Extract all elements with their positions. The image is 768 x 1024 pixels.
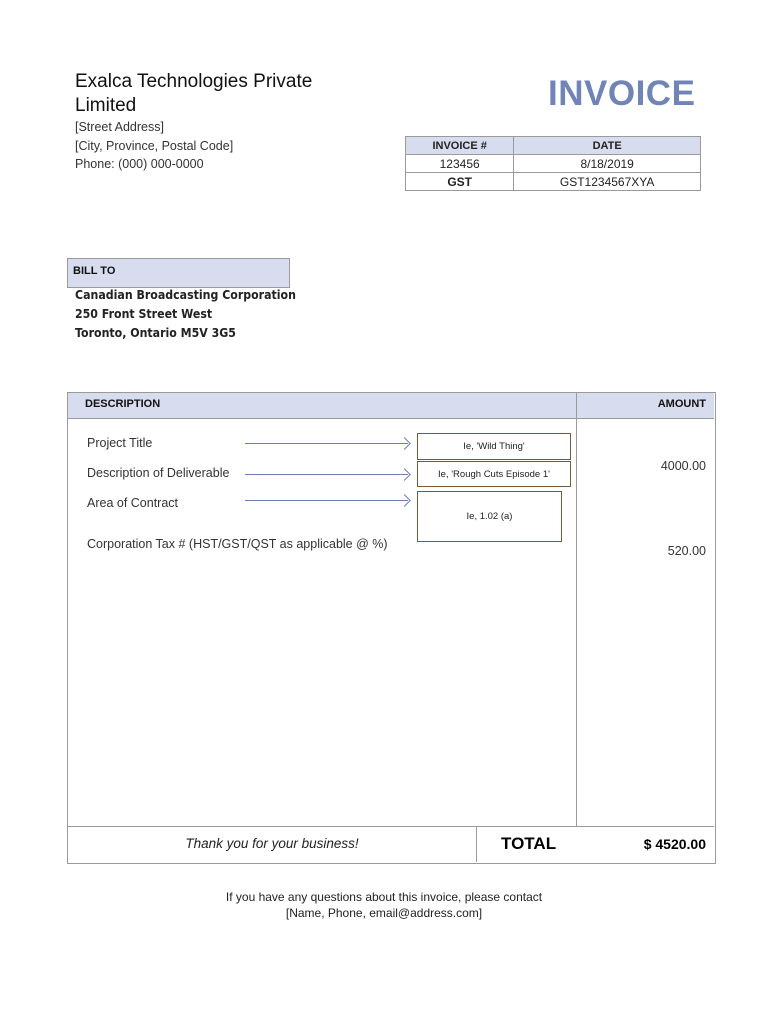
- footer-column-divider: [476, 826, 477, 862]
- arrow-icon: [245, 474, 408, 475]
- arrow-icon: [245, 443, 408, 444]
- company-name: Exalca Technologies Private Limited: [75, 71, 313, 116]
- invoice-title: INVOICE: [548, 74, 696, 113]
- invoice-date: 8/18/2019: [514, 155, 701, 173]
- amount-deliverable: 4000.00: [660, 459, 706, 473]
- invoice-number-header: INVOICE #: [406, 137, 514, 155]
- date-header: DATE: [514, 137, 701, 155]
- gst-value: GST1234567XYA: [514, 173, 701, 191]
- deliverable-callout: Ie, 'Rough Cuts Episode 1': [417, 461, 571, 487]
- amount-tax: 520.00: [667, 544, 706, 558]
- arrow-icon: [245, 500, 408, 501]
- bill-to-label: BILL TO: [73, 265, 116, 277]
- contract-label: Area of Contract: [87, 496, 179, 510]
- bill-to-street: 250 Front Street West: [75, 306, 213, 321]
- street-address: [Street Address]: [75, 120, 164, 134]
- thank-you-note: Thank you for your business!: [185, 836, 359, 851]
- bill-to-city: Toronto, Ontario M5V 3G5: [75, 325, 236, 340]
- invoice-meta-table: [405, 136, 701, 191]
- project-title-label: Project Title: [87, 436, 153, 450]
- tax-label: Corporation Tax # (HST/GST/QST as applicable @ %): [87, 537, 388, 551]
- project-title-callout: Ie, 'Wild Thing': [417, 433, 571, 460]
- description-header: DESCRIPTION: [85, 398, 161, 410]
- phone: Phone: (000) 000-0000: [75, 157, 204, 171]
- contact-line-2: [Name, Phone, email@address.com]: [285, 906, 483, 920]
- city-province-postal: [City, Province, Postal Code]: [75, 139, 234, 153]
- deliverable-label: Description of Deliverable: [87, 466, 230, 480]
- total-value: $ 4520.00: [643, 836, 706, 852]
- bill-to-name: Canadian Broadcasting Corporation: [75, 287, 296, 302]
- gst-label: GST: [406, 173, 514, 191]
- contact-line-1: If you have any questions about this invoice, please contact: [225, 890, 543, 904]
- footer-divider: [68, 826, 714, 827]
- contract-callout: Ie, 1.02 (a): [417, 491, 562, 542]
- total-label: TOTAL: [501, 834, 557, 853]
- column-divider: [576, 392, 577, 826]
- amount-header: AMOUNT: [657, 398, 706, 410]
- invoice-number: 123456: [406, 155, 514, 173]
